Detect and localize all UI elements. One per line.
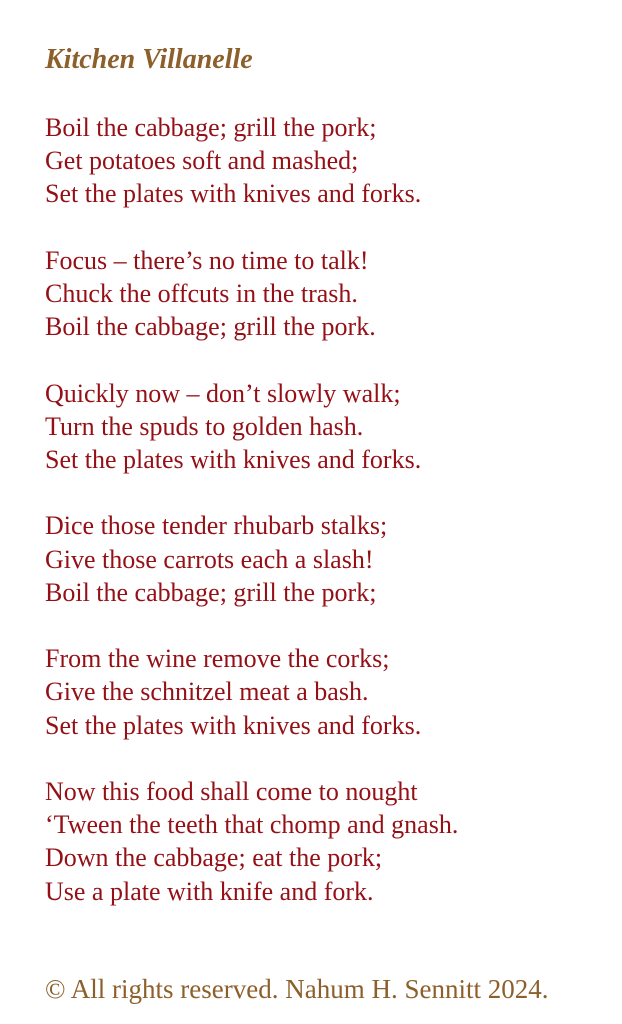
poem-line: Set the plates with knives and forks.	[45, 179, 422, 209]
stanza	[45, 642, 458, 742]
poem-line: Focus – there’s no time to talk!	[45, 245, 369, 275]
stanza	[45, 244, 458, 344]
poem-line: Give those carrots each a slash!	[45, 544, 374, 574]
poem-title: Kitchen Villanelle	[45, 44, 253, 75]
poem-line: Boil the cabbage; grill the pork;	[45, 577, 377, 607]
poem-line: Boil the cabbage; grill the pork;	[45, 113, 377, 142]
poem-line: Now this food shall come to nought	[45, 776, 418, 806]
stanza	[45, 509, 458, 609]
poem-line: Down the cabbage; eat the pork;	[45, 843, 383, 873]
poem-line: From the wine remove the corks;	[45, 644, 390, 674]
poem-line: Use a plate with knife and fork.	[45, 876, 374, 906]
stanza	[45, 111, 458, 211]
poem-body	[45, 111, 458, 941]
poem-line: Dice those tender rhubarb stalks;	[45, 511, 388, 541]
stanza	[45, 775, 458, 908]
poem-line: Quickly now – don’t slowly walk;	[45, 378, 401, 408]
poem-line: Give the schnitzel meat a bash.	[45, 677, 369, 707]
poem-line: Set the plates with knives and forks.	[45, 710, 422, 740]
poem-line: Boil the cabbage; grill the pork.	[45, 312, 376, 342]
stanza	[45, 377, 458, 477]
poem-line: Set the plates with knives and forks.	[45, 445, 422, 474]
poem-line: ‘Tween the teeth that chomp and gnash.	[45, 810, 459, 840]
copyright-notice: © All rights reserved. Nahum H. Sennitt 2024.	[45, 974, 549, 1004]
poem-line: Chuck the offcuts in the trash.	[45, 279, 358, 308]
poem-line: Get potatoes soft and mashed;	[45, 146, 359, 176]
poem-line: Turn the spuds to golden hash.	[45, 411, 364, 441]
